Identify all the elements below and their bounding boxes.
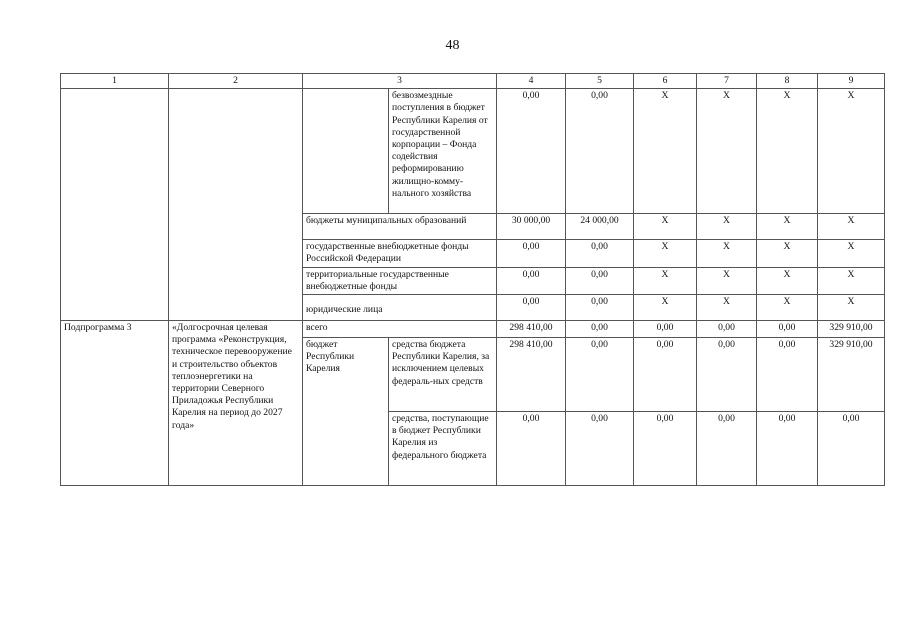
value-cell: 0,00 <box>634 338 697 412</box>
header-cell: 7 <box>697 74 757 89</box>
header-cell: 4 <box>497 74 566 89</box>
value-cell: 0,00 <box>818 412 885 486</box>
value-cell: X <box>757 89 818 214</box>
header-cell: 5 <box>566 74 634 89</box>
source-cell: всего <box>303 321 497 338</box>
value-cell: 0,00 <box>566 240 634 267</box>
value-cell: 0,00 <box>566 267 634 294</box>
value-cell: 298 410,00 <box>497 338 566 412</box>
budget-table <box>60 73 885 486</box>
value-cell: 30 000,00 <box>497 214 566 240</box>
value-cell: 0,00 <box>697 321 757 338</box>
table-row <box>61 321 885 338</box>
value-cell: 0,00 <box>497 267 566 294</box>
value-cell: X <box>818 89 885 214</box>
value-cell: 0,00 <box>566 412 634 486</box>
value-cell: X <box>757 240 818 267</box>
value-cell: 24 000,00 <box>566 214 634 240</box>
header-cell: 9 <box>818 74 885 89</box>
source-cell: средства, поступающие в бюджет Республики Карелия из федерального бюджета <box>389 412 497 486</box>
value-cell: X <box>634 214 697 240</box>
value-cell: X <box>818 267 885 294</box>
source-cell: средства бюджета Республики Карелия, за исключением целевых федераль-ных средств <box>389 338 497 412</box>
value-cell: X <box>818 214 885 240</box>
value-cell: 0,00 <box>497 412 566 486</box>
value-cell: 0,00 <box>566 295 634 321</box>
header-cell: 3 <box>303 74 497 89</box>
value-cell: X <box>697 267 757 294</box>
group-cell-empty <box>303 89 389 214</box>
header-cell: 6 <box>634 74 697 89</box>
program-name-cell: «Долгосрочная целевая программа «Реконструкция, техническое перевооружение и строительство объектов теплоэнергетики на территории Северного Приладожья Республики Карелия на период до 2027 года» <box>169 321 303 486</box>
value-cell: X <box>634 89 697 214</box>
value-cell: 0,00 <box>566 321 634 338</box>
source-cell: юридические лица <box>303 295 497 321</box>
value-cell: X <box>634 240 697 267</box>
value-cell: 298 410,00 <box>497 321 566 338</box>
value-cell: X <box>757 267 818 294</box>
value-cell: 0,00 <box>566 89 634 214</box>
value-cell: 0,00 <box>757 412 818 486</box>
value-cell: X <box>697 240 757 267</box>
name-cell-empty <box>169 89 303 321</box>
program-cell: Подпрограмма 3 <box>61 321 169 486</box>
value-cell: 0,00 <box>697 338 757 412</box>
value-cell: X <box>697 295 757 321</box>
value-cell: X <box>697 214 757 240</box>
value-cell: X <box>818 240 885 267</box>
value-cell: X <box>757 214 818 240</box>
value-cell: 0,00 <box>497 89 566 214</box>
value-cell: 0,00 <box>757 338 818 412</box>
source-cell: государственные внебюджетные фонды Российской Федерации <box>303 240 497 267</box>
group-cell: бюджет Республики Карелия <box>303 338 389 486</box>
value-cell: 0,00 <box>566 338 634 412</box>
source-cell: бюджеты муниципальных образований <box>303 214 497 240</box>
value-cell: X <box>818 295 885 321</box>
value-cell: 0,00 <box>697 412 757 486</box>
source-cell: безвозмездные поступления в бюджет Республики Карелия от государственной корпорации – Фонда содействия реформированию жилищно-комму-нального хозяйства <box>389 89 497 214</box>
value-cell: 0,00 <box>757 321 818 338</box>
header-cell: 8 <box>757 74 818 89</box>
value-cell: X <box>697 89 757 214</box>
value-cell: 0,00 <box>497 295 566 321</box>
source-cell: территориальные государственные внебюджетные фонды <box>303 267 497 294</box>
value-cell: X <box>634 295 697 321</box>
value-cell: 0,00 <box>634 412 697 486</box>
header-cell: 2 <box>169 74 303 89</box>
value-cell: 329 910,00 <box>818 321 885 338</box>
value-cell: 329 910,00 <box>818 338 885 412</box>
value-cell: X <box>757 295 818 321</box>
header-row <box>61 74 885 89</box>
value-cell: 0,00 <box>497 240 566 267</box>
value-cell: X <box>634 267 697 294</box>
value-cell: 0,00 <box>634 321 697 338</box>
table-row <box>61 89 885 214</box>
header-cell: 1 <box>61 74 169 89</box>
page-number: 48 <box>445 38 460 53</box>
program-cell-empty <box>61 89 169 321</box>
